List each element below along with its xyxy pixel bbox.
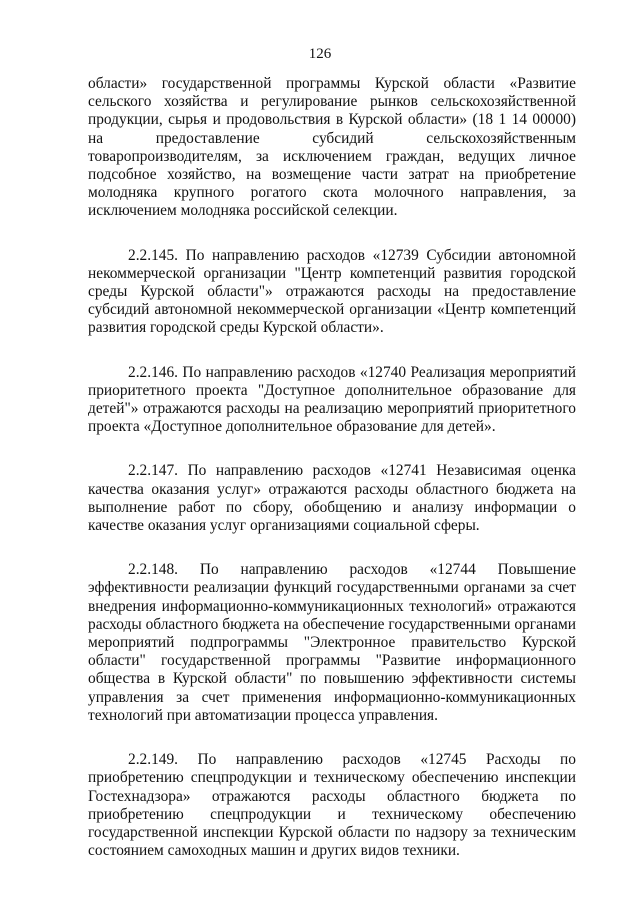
paragraph-2-2-146: 2.2.146. По направлению расходов «12740 Реализация мероприятий приоритетного проекта "Доступное дополнительное образование для детей"» отражаются расходы на реализацию мероприятий приоритетного проекта «Доступное дополнительное образование для детей».	[88, 363, 576, 436]
paragraph-2-2-147: 2.2.147. По направлению расходов «12741 Независимая оценка качества оказания услуг» отражаются расходы областного бюджета на выполнение работ по сбору, обобщению и анализу информации о качестве оказания услуг организациями социальной сферы.	[88, 462, 576, 535]
paragraph-2-2-148: 2.2.148. По направлению расходов «12744 Повышение эффективности реализации функций государственными органами за счет внедрения информационно-коммуникационных технологий» отражаются расходы областного бюджета на обеспечение государственными органами мероприятий подпрограммы "Электронное правительство Курской области" государственной программы "Развитие информационного общества в Курской области" по повышению эффективности системы управления за счет применения информационно-коммуникационных технологий при автоматизации процесса управления.	[88, 561, 576, 724]
paragraph-2-2-149: 2.2.149. По направлению расходов «12745 Расходы по приобретению спецпродукции и техническому обеспечению инспекции Гостехнадзора» отражаются расходы областного бюджета по приобретению спецпродукции и техническому обеспечению государственной инспекции Курской области по надзору за техническим состоянием самоходных машин и других видов техники.	[88, 751, 576, 860]
paragraph-continuation: области» государственной программы Курской области «Развитие сельского хозяйства и регулирование рынков сельскохозяйственной продукции, сырья и продовольствия в Курской области» (18 1 14 00000) на предоставление субсидий сельскохозяйственным товаропроизводителям, за исключением граждан, ведущих личное подсобное хозяйство, на возмещение части затрат на приобретение молодняка крупного рогатого скота молочного направления, за исключением молодняка российской селекции.	[88, 75, 576, 220]
document-body	[88, 75, 576, 860]
paragraph-2-2-145: 2.2.145. По направлению расходов «12739 Субсидии автономной некоммерческой организации "Центр компетенций развития городской среды Курской области"» отражаются расходы на предоставление субсидий автономной некоммерческой организации «Центр компетенций развития городской среды Курской области».	[88, 246, 576, 337]
page-number: 126	[308, 46, 332, 62]
